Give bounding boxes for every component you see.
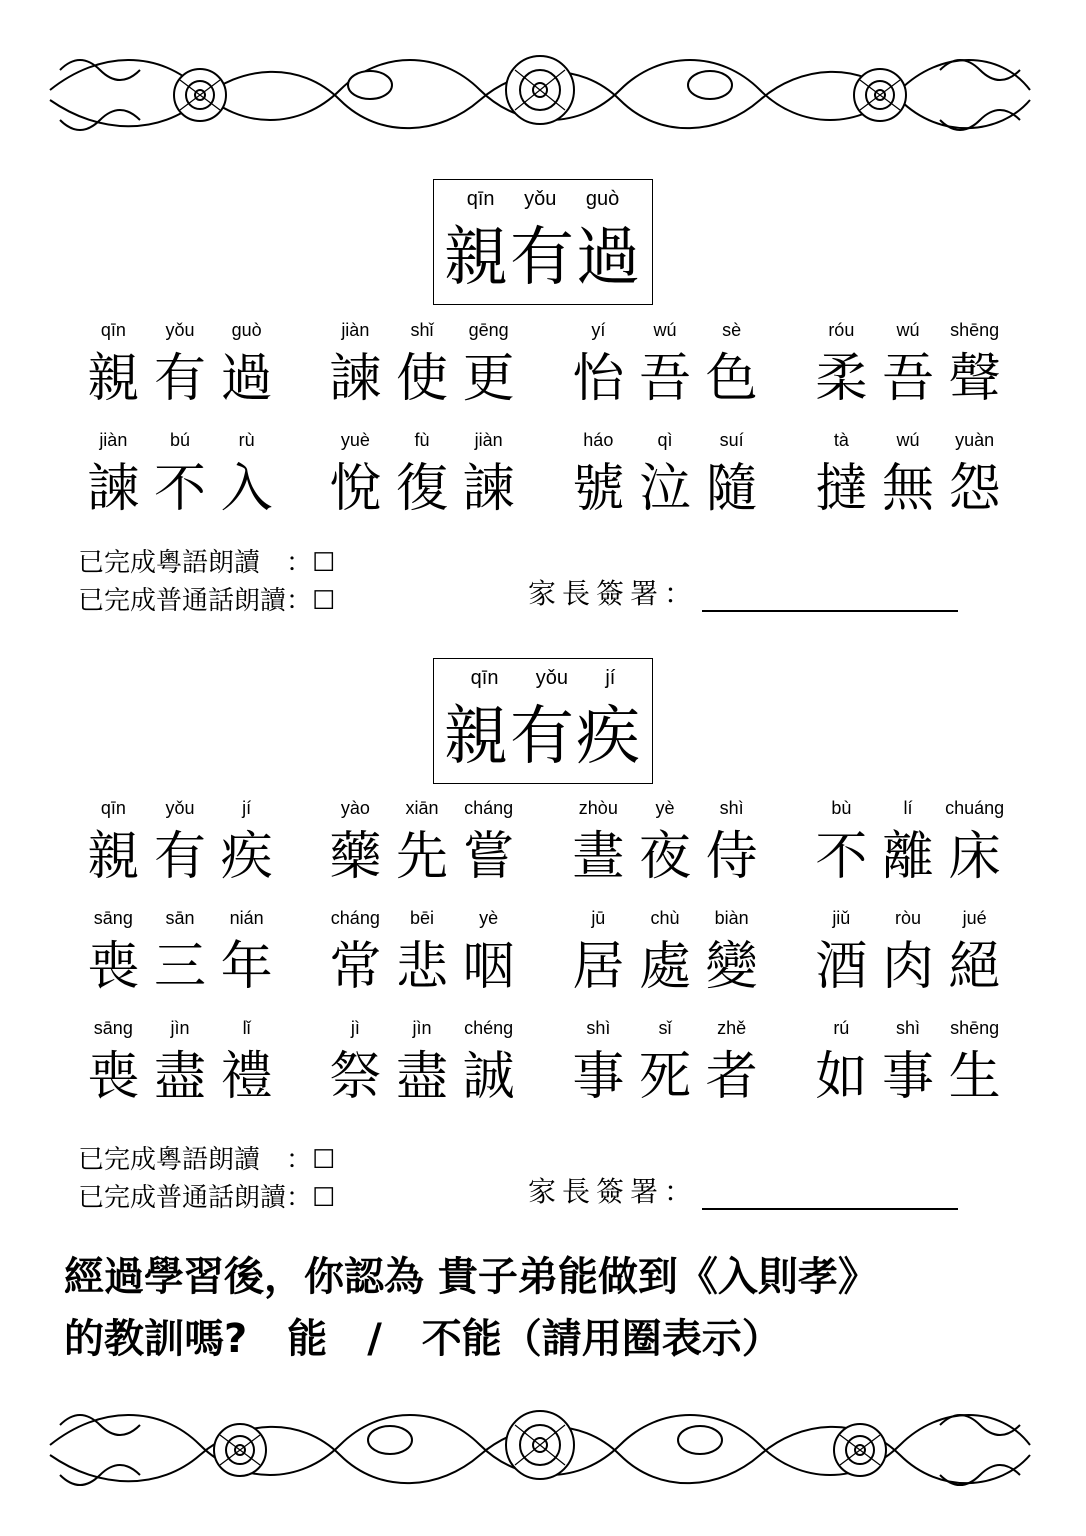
cantonese-reading-check[interactable]: 已完成粵語朗讀 ：☐ bbox=[78, 548, 336, 578]
verse-row bbox=[80, 1016, 1040, 1126]
cantonese-reading-check[interactable]: 已完成粵語朗讀 ：☐ bbox=[78, 1145, 336, 1175]
hanzi-character: 不 bbox=[815, 827, 868, 887]
hanzi-line bbox=[565, 452, 765, 526]
hanzi-character: 年 bbox=[220, 937, 273, 997]
hanzi-character: 藥 bbox=[329, 827, 382, 887]
hanzi-character: 號 bbox=[572, 459, 625, 519]
pinyin-line bbox=[80, 906, 280, 930]
pinyin-syllable: yí bbox=[591, 320, 606, 340]
hanzi-line bbox=[322, 452, 522, 526]
hanzi-line bbox=[80, 930, 280, 1004]
pinyin-syllable: jì bbox=[350, 1018, 360, 1038]
title-pinyin: qīn bbox=[470, 667, 499, 689]
pinyin-syllable: nián bbox=[229, 908, 264, 928]
pinyin-line bbox=[322, 318, 522, 342]
pinyin-syllable: rú bbox=[833, 1018, 850, 1038]
pinyin-syllable: jū bbox=[591, 908, 606, 928]
hanzi-character: 誠 bbox=[462, 1047, 515, 1107]
section2-title-pinyin bbox=[434, 667, 652, 690]
pinyin-line bbox=[808, 428, 1008, 452]
pinyin-syllable: chuáng bbox=[945, 798, 1005, 818]
pinyin-syllable: shǐ bbox=[410, 320, 434, 340]
hanzi-character: 離 bbox=[881, 827, 934, 887]
pinyin-syllable: qīn bbox=[100, 320, 126, 340]
section2-verse-grid bbox=[80, 796, 1040, 1126]
hanzi-line bbox=[80, 820, 280, 894]
pinyin-line bbox=[80, 796, 280, 820]
hanzi-line bbox=[808, 342, 1008, 416]
pinyin-syllable: shēng bbox=[950, 320, 1000, 340]
pinyin-line bbox=[322, 796, 522, 820]
hanzi-character: 喪 bbox=[87, 937, 140, 997]
pinyin-syllable: bú bbox=[169, 430, 190, 450]
pinyin-syllable: róu bbox=[828, 320, 855, 340]
hanzi-character: 酒 bbox=[815, 937, 868, 997]
hanzi-character: 三 bbox=[153, 937, 206, 997]
section2-title-box bbox=[433, 658, 653, 784]
pinyin-syllable: lí bbox=[903, 798, 913, 818]
hanzi-character: 柔 bbox=[815, 349, 868, 409]
pinyin-syllable: yǒu bbox=[165, 798, 195, 818]
pinyin-syllable: jiàn bbox=[474, 430, 503, 450]
question-line-2[interactable]: 的教訓嗎? 能 / 不能（請用圈表示） bbox=[64, 1316, 782, 1362]
verse-row bbox=[80, 428, 1040, 538]
pinyin-syllable: jìn bbox=[412, 1018, 432, 1038]
hanzi-line bbox=[322, 1040, 522, 1114]
pinyin-syllable: cháng bbox=[464, 798, 514, 818]
pinyin-syllable: zhòu bbox=[578, 798, 618, 818]
hanzi-character: 親 bbox=[87, 349, 140, 409]
hanzi-character: 使 bbox=[395, 349, 448, 409]
verse-phrase bbox=[808, 1016, 1008, 1114]
pinyin-syllable: shì bbox=[586, 1018, 611, 1038]
pinyin-line bbox=[80, 428, 280, 452]
pinyin-syllable: guò bbox=[231, 320, 262, 340]
hanzi-line bbox=[565, 342, 765, 416]
pinyin-syllable: yè bbox=[655, 798, 675, 818]
hanzi-character: 床 bbox=[948, 827, 1001, 887]
hanzi-character: 無 bbox=[881, 459, 934, 519]
pinyin-syllable: fù bbox=[414, 430, 430, 450]
pinyin-syllable: xiān bbox=[405, 798, 439, 818]
title-pinyin: jí bbox=[605, 667, 616, 689]
hanzi-character: 吾 bbox=[638, 349, 691, 409]
title-pinyin: guò bbox=[585, 188, 620, 210]
pinyin-syllable: jiàn bbox=[341, 320, 370, 340]
pinyin-line bbox=[322, 428, 522, 452]
pinyin-syllable: yào bbox=[340, 798, 370, 818]
section1-reading-checklist bbox=[78, 544, 335, 620]
pinyin-line bbox=[565, 428, 765, 452]
section2-reading-checklist bbox=[78, 1141, 335, 1217]
pinyin-syllable: yè bbox=[479, 908, 499, 928]
verse-phrase bbox=[80, 318, 280, 416]
pinyin-syllable: zhě bbox=[717, 1018, 747, 1038]
pinyin-syllable: sān bbox=[165, 908, 195, 928]
pinyin-line bbox=[565, 1016, 765, 1040]
title-pinyin: qīn bbox=[466, 188, 495, 210]
pinyin-syllable: suí bbox=[719, 430, 744, 450]
hanzi-character: 吾 bbox=[881, 349, 934, 409]
parent-signature-label: 家長簽署： bbox=[528, 577, 699, 610]
verse-phrase bbox=[808, 318, 1008, 416]
hanzi-character: 更 bbox=[462, 349, 515, 409]
pinyin-syllable: sāng bbox=[93, 1018, 133, 1038]
section1-title-box bbox=[433, 179, 653, 305]
verse-phrase bbox=[80, 428, 280, 526]
verse-phrase bbox=[808, 796, 1008, 894]
hanzi-line bbox=[808, 820, 1008, 894]
hanzi-character: 死 bbox=[638, 1047, 691, 1107]
verse-phrase bbox=[565, 428, 765, 526]
hanzi-character: 撻 bbox=[815, 459, 868, 519]
pinyin-syllable: qì bbox=[657, 430, 673, 450]
title-pinyin: yǒu bbox=[535, 667, 569, 689]
hanzi-line bbox=[80, 342, 280, 416]
hanzi-character: 色 bbox=[705, 349, 758, 409]
hanzi-line bbox=[322, 820, 522, 894]
hanzi-character: 祭 bbox=[329, 1047, 382, 1107]
parent-signature-line[interactable] bbox=[702, 580, 958, 612]
pinyin-syllable: sāng bbox=[93, 908, 133, 928]
section1-verse-grid bbox=[80, 318, 1040, 538]
pinyin-line bbox=[80, 1016, 280, 1040]
decorative-floral-border-top bbox=[40, 40, 1040, 140]
hanzi-character: 事 bbox=[572, 1047, 625, 1107]
hanzi-character: 怨 bbox=[948, 459, 1001, 519]
verse-phrase bbox=[80, 796, 280, 894]
hanzi-character: 諫 bbox=[87, 459, 140, 519]
pinyin-syllable: sè bbox=[722, 320, 742, 340]
pinyin-line bbox=[322, 1016, 522, 1040]
section2-parent-signature bbox=[528, 1170, 958, 1210]
pinyin-syllable: shēng bbox=[950, 1018, 1000, 1038]
reflection-question bbox=[64, 1246, 1024, 1370]
section1-parent-signature bbox=[528, 572, 958, 612]
pinyin-line bbox=[322, 906, 522, 930]
question-line-1: 經過學習後，你認為 貴子弟能做到《入則孝》 bbox=[64, 1254, 878, 1300]
hanzi-character: 咽 bbox=[462, 937, 515, 997]
pinyin-syllable: wú bbox=[896, 430, 920, 450]
verse-phrase bbox=[322, 1016, 522, 1114]
hanzi-character: 如 bbox=[815, 1047, 868, 1107]
pinyin-syllable: jiàn bbox=[99, 430, 128, 450]
title-pinyin: yǒu bbox=[524, 188, 557, 210]
pinyin-syllable: jiǔ bbox=[832, 908, 851, 928]
pinyin-syllable: jué bbox=[962, 908, 987, 928]
verse-phrase bbox=[322, 796, 522, 894]
pinyin-syllable: jí bbox=[242, 798, 252, 818]
verse-phrase bbox=[80, 906, 280, 1004]
pinyin-line bbox=[565, 906, 765, 930]
hanzi-character: 泣 bbox=[638, 459, 691, 519]
decorative-floral-border-bottom bbox=[40, 1395, 1040, 1495]
parent-signature-line[interactable] bbox=[702, 1178, 958, 1210]
hanzi-character: 悲 bbox=[395, 937, 448, 997]
verse-phrase bbox=[322, 428, 522, 526]
pinyin-line bbox=[80, 318, 280, 342]
hanzi-character: 隨 bbox=[705, 459, 758, 519]
hanzi-character: 諫 bbox=[329, 349, 382, 409]
pinyin-syllable: chéng bbox=[464, 1018, 514, 1038]
parent-signature-label: 家長簽署： bbox=[528, 1175, 699, 1208]
pinyin-syllable: rù bbox=[238, 430, 255, 450]
hanzi-character: 晝 bbox=[572, 827, 625, 887]
hanzi-character: 者 bbox=[705, 1047, 758, 1107]
pinyin-syllable: chù bbox=[650, 908, 680, 928]
pinyin-syllable: sǐ bbox=[658, 1018, 672, 1038]
hanzi-character: 諫 bbox=[462, 459, 515, 519]
hanzi-character: 處 bbox=[638, 937, 691, 997]
hanzi-character: 入 bbox=[220, 459, 273, 519]
pinyin-syllable: shì bbox=[719, 798, 744, 818]
verse-phrase bbox=[322, 318, 522, 416]
hanzi-character: 常 bbox=[329, 937, 382, 997]
hanzi-character: 嘗 bbox=[462, 827, 515, 887]
pinyin-syllable: tà bbox=[833, 430, 849, 450]
pinyin-syllable: yuè bbox=[340, 430, 370, 450]
pinyin-syllable: biàn bbox=[714, 908, 749, 928]
section2-title: 親有疾 bbox=[444, 700, 642, 774]
pinyin-syllable: gēng bbox=[468, 320, 509, 340]
verse-phrase bbox=[565, 1016, 765, 1114]
verse-row bbox=[80, 796, 1040, 906]
hanzi-character: 生 bbox=[948, 1047, 1001, 1107]
hanzi-line bbox=[808, 930, 1008, 1004]
hanzi-character: 疾 bbox=[220, 827, 273, 887]
pinyin-syllable: yuàn bbox=[955, 430, 995, 450]
mandarin-reading-check[interactable]: 已完成普通話朗讀：☐ bbox=[78, 586, 336, 616]
hanzi-character: 悅 bbox=[329, 459, 382, 519]
pinyin-syllable: yǒu bbox=[165, 320, 195, 340]
hanzi-character: 居 bbox=[572, 937, 625, 997]
verse-phrase bbox=[565, 318, 765, 416]
hanzi-line bbox=[322, 342, 522, 416]
pinyin-syllable: bù bbox=[831, 798, 852, 818]
pinyin-syllable: cháng bbox=[330, 908, 380, 928]
pinyin-line bbox=[565, 318, 765, 342]
hanzi-line bbox=[80, 1040, 280, 1114]
verse-phrase bbox=[808, 428, 1008, 526]
pinyin-line bbox=[565, 796, 765, 820]
pinyin-syllable: jìn bbox=[170, 1018, 190, 1038]
hanzi-character: 喪 bbox=[87, 1047, 140, 1107]
section1-title-pinyin bbox=[434, 188, 652, 211]
hanzi-character: 親 bbox=[87, 827, 140, 887]
section1-title: 親有過 bbox=[444, 221, 642, 295]
hanzi-character: 肉 bbox=[881, 937, 934, 997]
verse-phrase bbox=[322, 906, 522, 1004]
hanzi-line bbox=[808, 452, 1008, 526]
hanzi-character: 禮 bbox=[220, 1047, 273, 1107]
hanzi-character: 聲 bbox=[948, 349, 1001, 409]
pinyin-line bbox=[808, 318, 1008, 342]
hanzi-line bbox=[565, 930, 765, 1004]
pinyin-syllable: ròu bbox=[894, 908, 921, 928]
hanzi-character: 夜 bbox=[638, 827, 691, 887]
hanzi-character: 盡 bbox=[395, 1047, 448, 1107]
pinyin-syllable: wú bbox=[653, 320, 677, 340]
pinyin-syllable: wú bbox=[896, 320, 920, 340]
hanzi-character: 先 bbox=[395, 827, 448, 887]
verse-row bbox=[80, 318, 1040, 428]
pinyin-line bbox=[808, 906, 1008, 930]
pinyin-line bbox=[808, 1016, 1008, 1040]
hanzi-line bbox=[565, 1040, 765, 1114]
hanzi-line bbox=[80, 452, 280, 526]
hanzi-character: 復 bbox=[395, 459, 448, 519]
hanzi-character: 過 bbox=[220, 349, 273, 409]
hanzi-character: 盡 bbox=[153, 1047, 206, 1107]
pinyin-syllable: shì bbox=[895, 1018, 920, 1038]
mandarin-reading-check[interactable]: 已完成普通話朗讀：☐ bbox=[78, 1183, 336, 1213]
hanzi-line bbox=[808, 1040, 1008, 1114]
pinyin-syllable: háo bbox=[583, 430, 614, 450]
hanzi-character: 有 bbox=[153, 827, 206, 887]
pinyin-syllable: qīn bbox=[100, 798, 126, 818]
pinyin-syllable: lǐ bbox=[242, 1018, 251, 1038]
hanzi-character: 侍 bbox=[705, 827, 758, 887]
hanzi-character: 怡 bbox=[572, 349, 625, 409]
pinyin-syllable: bēi bbox=[409, 908, 434, 928]
verse-phrase bbox=[565, 796, 765, 894]
hanzi-line bbox=[565, 820, 765, 894]
hanzi-character: 事 bbox=[881, 1047, 934, 1107]
verse-phrase bbox=[80, 1016, 280, 1114]
hanzi-character: 絕 bbox=[948, 937, 1001, 997]
hanzi-character: 不 bbox=[153, 459, 206, 519]
hanzi-character: 變 bbox=[705, 937, 758, 997]
hanzi-line bbox=[322, 930, 522, 1004]
pinyin-line bbox=[808, 796, 1008, 820]
hanzi-character: 有 bbox=[153, 349, 206, 409]
verse-phrase bbox=[808, 906, 1008, 1004]
verse-phrase bbox=[565, 906, 765, 1004]
verse-row bbox=[80, 906, 1040, 1016]
